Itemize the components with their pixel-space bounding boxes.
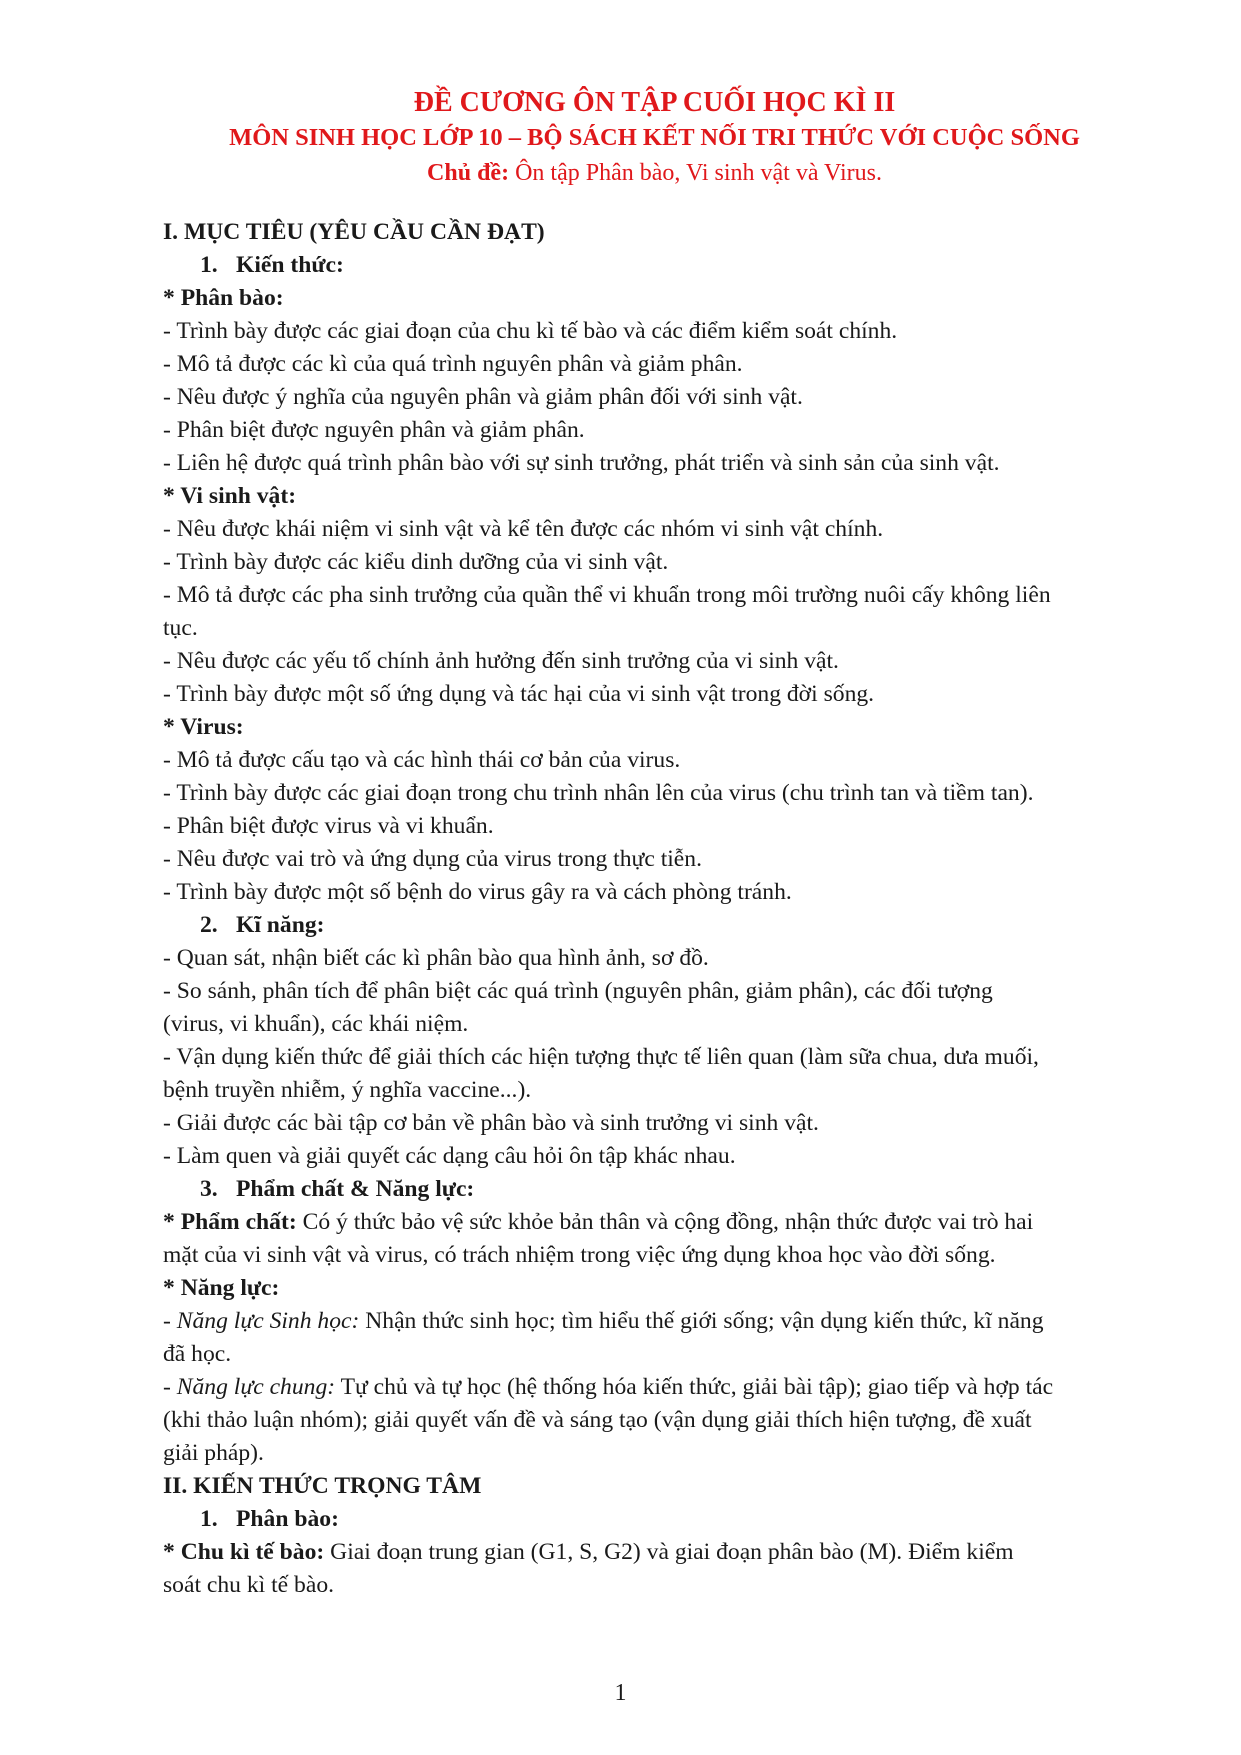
skills-heading [163, 909, 1111, 942]
list-item: - Nêu được khái niệm vi sinh vật và kể tên được các nhóm vi sinh vật chính. [163, 516, 884, 542]
list-number: 1. [200, 252, 218, 278]
list-item: - Nêu được vai trò và ứng dụng của virus trong thực tiễn. [163, 846, 702, 872]
list-item: - Làm quen và giải quyết các dạng câu hỏi ôn tập khác nhau. [163, 1143, 736, 1169]
list-item: - Vận dụng kiến thức để giải thích các hiện tượng thực tế liên quan (làm sữa chua, dưa muối, [163, 1044, 1039, 1070]
phan-bao-topic-label: Phân bào: [236, 1506, 339, 1532]
list-item-continued: tục. [163, 615, 198, 641]
skills-label: Kĩ năng: [236, 912, 325, 938]
topic-label: Chủ đề: [427, 160, 510, 186]
list-item-continued: (virus, vi khuẩn), các khái niệm. [163, 1011, 469, 1037]
list-item: - So sánh, phân tích để phân biệt các quá trình (nguyên phân, giảm phân), các đối tượng [163, 978, 993, 1004]
knowledge-label: Kiến thức: [236, 252, 344, 278]
pham-chat-continued: mặt của vi sinh vật và virus, có trách nhiệm trong việc ứng dụng khoa học vào đời sống. [163, 1242, 996, 1268]
list-number: 1. [200, 1506, 218, 1532]
nang-luc-sinh-hoc [163, 1305, 1111, 1338]
list-item: - Liên hệ được quá trình phân bào với sự sinh trưởng, phát triển và sinh sản của sinh vật. [163, 450, 1000, 476]
nang-luc-chung-label: - Năng lực chung: [163, 1374, 336, 1400]
chu-ki-text: Giai đoạn trung gian (G1, S, G2) và giai đoạn phân bào (M). Điểm kiểm [324, 1539, 1014, 1565]
knowledge-heading [163, 249, 1111, 282]
nang-luc-chung-continued: giải pháp). [163, 1440, 264, 1466]
nang-luc-sinh-hoc-label: - Năng lực Sinh học: [163, 1308, 360, 1334]
virus-heading: * Virus: [163, 714, 244, 740]
vi-sinh-vat-heading: * Vi sinh vật: [163, 483, 297, 509]
document-topic [198, 155, 1111, 192]
list-item: - Trình bày được các giai đoạn trong chu trình nhân lên của virus (chu trình tan và tiềm tan). [163, 780, 1034, 806]
document-header [198, 84, 1111, 192]
document-title: ĐỀ CƯƠNG ÔN TẬP CUỐI HỌC KÌ II [413, 87, 896, 118]
document-subtitle: MÔN SINH HỌC LỚP 10 – BỘ SÁCH KẾT NỐI TRI THỨC VỚI CUỘC SỐNG [229, 124, 1080, 151]
nang-luc-heading: * Năng lực: [163, 1275, 280, 1301]
chu-ki-continued: soát chu kì tế bào. [163, 1572, 335, 1598]
phan-bao-topic-heading [163, 1503, 1111, 1536]
topic-text: Ôn tập Phân bào, Vi sinh vật và Virus. [509, 160, 882, 186]
list-number: 2. [200, 912, 218, 938]
page-number: 1 [614, 1680, 627, 1706]
phan-bao-heading: * Phân bào: [163, 285, 284, 311]
qualities-label: Phẩm chất & Năng lực: [236, 1176, 475, 1202]
pham-chat-text: Có ý thức bảo vệ sức khỏe bản thân và cộng đồng, nhận thức được vai trò hai [296, 1209, 1034, 1235]
list-number: 3. [200, 1176, 218, 1202]
chu-ki-paragraph [163, 1536, 1111, 1569]
list-item: - Trình bày được các kiểu dinh dưỡng của vi sinh vật. [163, 549, 669, 575]
nang-luc-sinh-hoc-text: Nhận thức sinh học; tìm hiểu thế giới sống; vận dụng kiến thức, kĩ năng [359, 1308, 1044, 1334]
nang-luc-chung-text: Tự chủ và tự học (hệ thống hóa kiến thức, giải bài tập); giao tiếp và hợp tác [335, 1374, 1054, 1400]
list-item: - Trình bày được một số ứng dụng và tác hại của vi sinh vật trong đời sống. [163, 681, 875, 707]
list-item: - Mô tả được các kì của quá trình nguyên phân và giảm phân. [163, 351, 743, 377]
list-item: - Quan sát, nhận biết các kì phân bào qua hình ảnh, sơ đồ. [163, 945, 709, 971]
section-2-heading: II. KIẾN THỨC TRỌNG TÂM [163, 1473, 482, 1499]
list-item-continued: bệnh truyền nhiễm, ý nghĩa vaccine...). [163, 1077, 532, 1103]
list-item: - Nêu được ý nghĩa của nguyên phân và giảm phân đối với sinh vật. [163, 384, 803, 410]
list-item: - Phân biệt được virus và vi khuẩn. [163, 813, 494, 839]
list-item: - Mô tả được cấu tạo và các hình thái cơ bản của virus. [163, 747, 681, 773]
document-body [163, 216, 1111, 1602]
nang-luc-chung [163, 1371, 1111, 1404]
list-item: - Giải được các bài tập cơ bản về phân bào và sinh trưởng vi sinh vật. [163, 1110, 819, 1136]
pham-chat-label: * Phẩm chất: [163, 1209, 297, 1235]
list-item: - Mô tả được các pha sinh trưởng của quần thể vi khuẩn trong môi trường nuôi cấy không liên [163, 582, 1051, 608]
pham-chat-paragraph [163, 1206, 1111, 1239]
chu-ki-label: * Chu kì tế bào: [163, 1539, 325, 1565]
list-item: - Trình bày được một số bệnh do virus gây ra và cách phòng tránh. [163, 879, 792, 905]
nang-luc-chung-continued: (khi thảo luận nhóm); giải quyết vấn đề và sáng tạo (vận dụng giải thích hiện tượng, đề xuất [163, 1407, 1032, 1433]
list-item: - Phân biệt được nguyên phân và giảm phân. [163, 417, 585, 443]
qualities-heading [163, 1173, 1111, 1206]
nang-luc-sinh-hoc-continued: đã học. [163, 1341, 232, 1367]
section-1-heading: I. MỤC TIÊU (YÊU CẦU CẦN ĐẠT) [163, 219, 545, 245]
list-item: - Nêu được các yếu tố chính ảnh hưởng đến sinh trưởng của vi sinh vật. [163, 648, 839, 674]
list-item: - Trình bày được các giai đoạn của chu kì tế bào và các điểm kiểm soát chính. [163, 318, 898, 344]
